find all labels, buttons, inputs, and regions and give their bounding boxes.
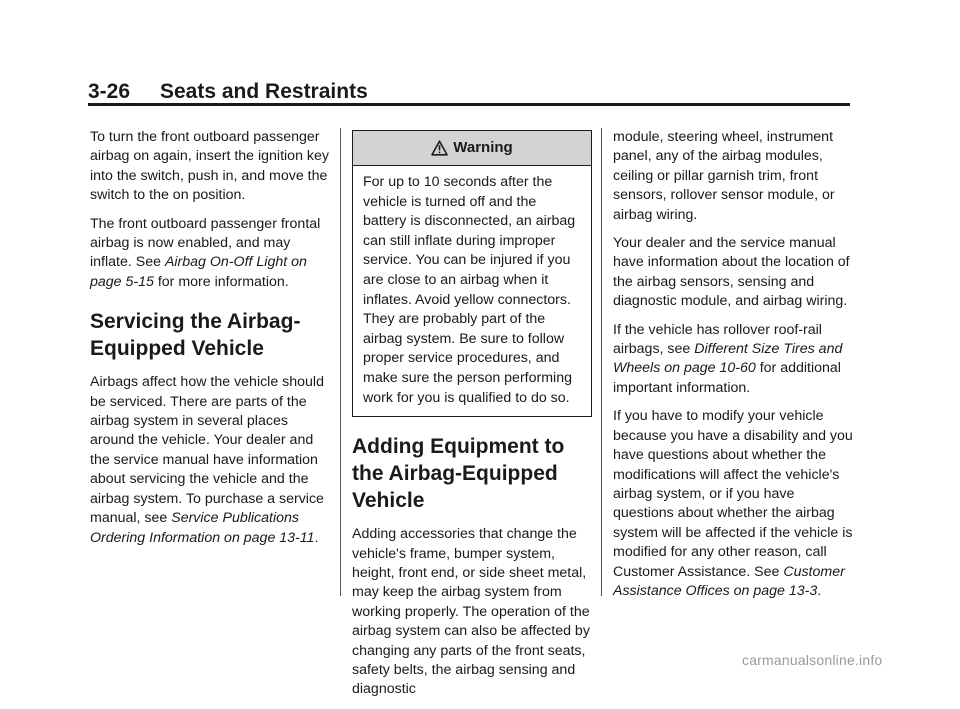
cross-reference-link[interactable]: Customer Assistance Offices on page 13-3 [613, 563, 845, 599]
paragraph: The front outboard passenger frontal airbag is now enabled, and may inflate. See Airbag On-Off Light on page 5-15 for more information. [90, 215, 321, 290]
column-middle [352, 128, 592, 709]
cross-reference-link[interactable]: Different Size Tires and Wheels on page 10-60 [613, 341, 843, 377]
paragraph: Adding accessories that change the vehicle's frame, bumper system, height, front end, or side sheet metal, may keep the airbag system from working properly. The operation of the airbag system can also be affected by changing any parts of the front seats, safety belts, the airbag sensing and diagnostic [352, 526, 590, 698]
column-left [90, 128, 332, 557]
warning-title: Warning [453, 139, 513, 157]
header-rule [88, 103, 850, 106]
watermark: carmanualsonline.info [742, 652, 883, 668]
column-divider [601, 128, 602, 596]
paragraph: If you have to modify your vehicle because you have a disability and you have questions about whether the modifications will affect the vehicle's airbag system, or if you have questions about whether the airbag system will be affected if the vehicle is modified for any other reason, call Customer Assistance. See Customer Assistance Offices on page 13-3. [613, 408, 853, 599]
paragraph: Airbags affect how the vehicle should be serviced. There are parts of the airbag system in several places around the vehicle. Your dealer and the service manual have information about servicing the vehicle and the airbag system. To purchase a service manual, see Service Publications Ordering Information on page 13-11. [90, 374, 324, 546]
paragraph: Your dealer and the service manual have information about the location of the airbag sensors, sensing and diagnostic module, and airbag wiring. [613, 235, 850, 310]
warning-header [353, 131, 591, 166]
warning-box [352, 130, 592, 417]
cross-reference-link[interactable]: Airbag On-Off Light on page 5-15 [90, 254, 307, 290]
page-number: 3-26 [88, 80, 131, 103]
cross-reference-link[interactable]: Service Publications Ordering Information on page 13-11 [90, 510, 315, 546]
paragraph: If the vehicle has rollover roof-rail airbags, see Different Size Tires and Wheels on page 10-60 for additional important information. [613, 321, 843, 396]
paragraph: module, steering wheel, instrument panel, any of the airbag modules, ceiling or pillar garnish trim, front sensors, rollover sensor module, or airbag wiring. [613, 129, 835, 223]
warning-triangle-icon [431, 140, 448, 156]
warning-text: For up to 10 seconds after the vehicle is turned off and the battery is disconnected, an airbag can still inflate during improper service. You can be injured if you are close to an airbag when it inflates. Avoid yellow connectors. They are probably part of the airbag system. Be sure to follow proper service procedures, and make sure the person performing work for you is qualified to do so. [363, 174, 576, 406]
section-heading-servicing: Servicing the Airbag-Equipped Vehicle [90, 310, 301, 361]
column-right [613, 128, 853, 610]
section-heading-adding-equipment: Adding Equipment to the Airbag-Equipped Vehicle [352, 435, 565, 513]
paragraph: To turn the front outboard passenger airbag on again, insert the ignition key into the switch, push in, and move the switch to the on position. [90, 129, 329, 204]
column-divider [340, 128, 341, 596]
chapter-title: Seats and Restraints [160, 80, 368, 103]
